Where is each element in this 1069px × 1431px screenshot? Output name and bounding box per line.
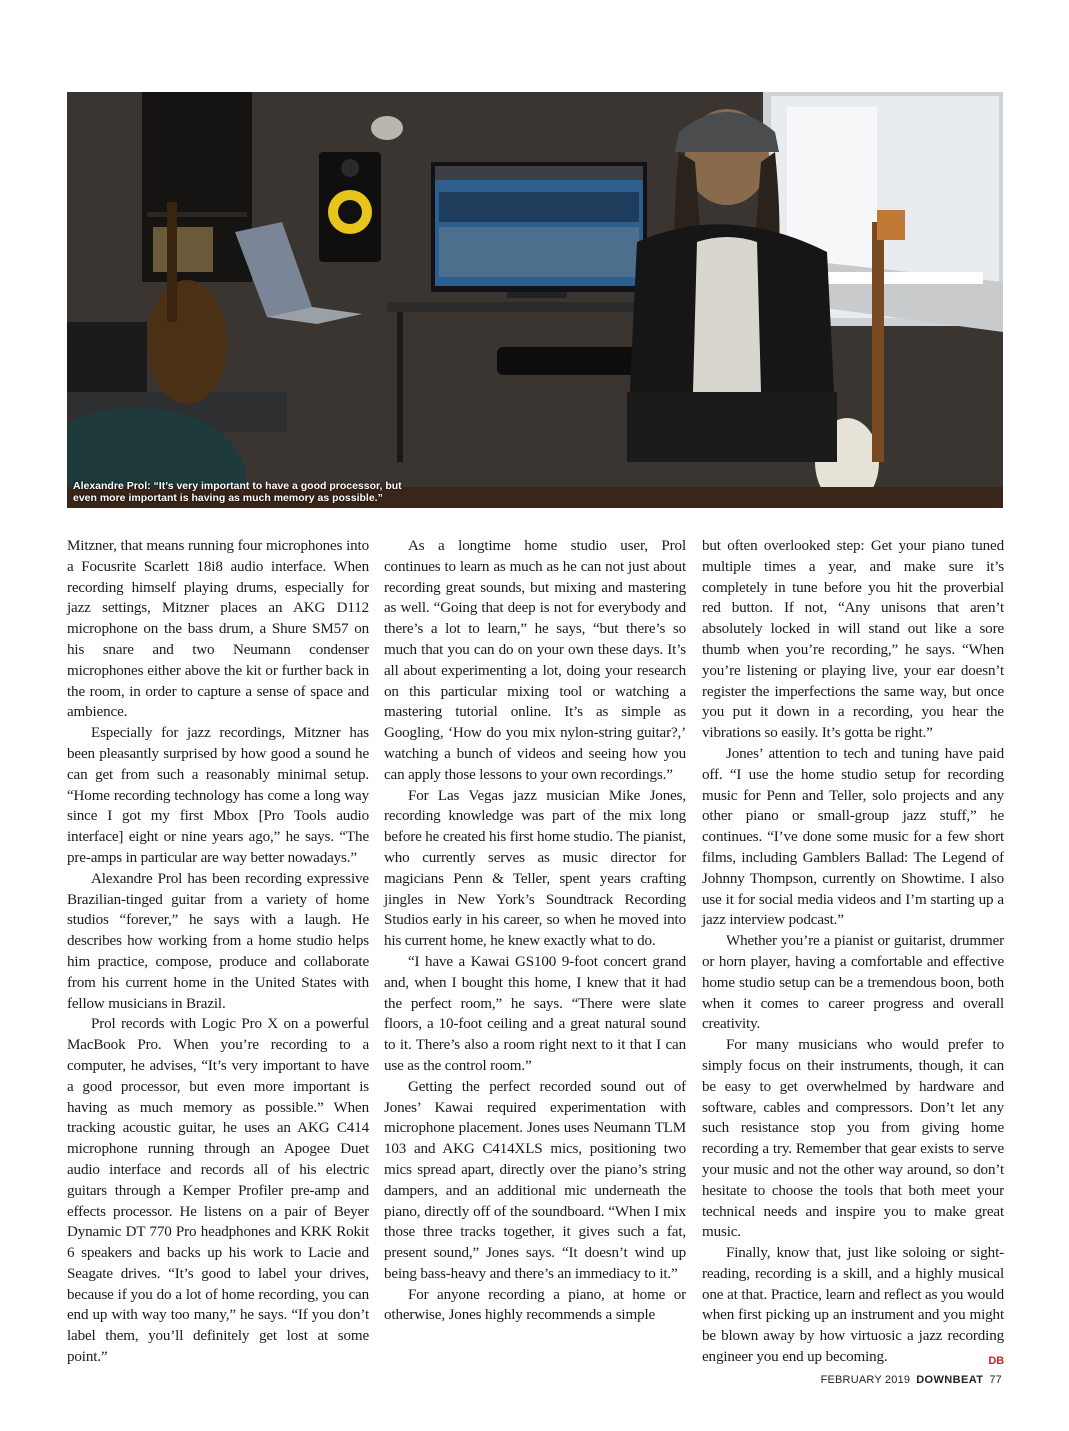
page-footer	[821, 1374, 1002, 1386]
paragraph: Whether you’re a pianist or guitarist, drummer or horn player, having a comfortable and effective home studio setup can be a tremendous boon, both when it comes to career progress and overall creativity.	[702, 933, 1004, 1033]
studio-photo-illustration	[67, 92, 1003, 508]
photo-caption	[73, 481, 493, 504]
issue-date: FEBRUARY 2019	[820, 1374, 911, 1386]
paragraph: As a longtime home studio user, Prol continues to learn as much as he can not just about recording great sounds, but mixing and mastering as well. “Going that deep is not for everybody and there’s a lot to learn,” he says, “but there’s so much that you can do on your own these days. It’s all about experimenting a lot, doing your research on this particular mixing tool or watching a mastering tutorial online. It’s as simple as Googling, ‘How do you mix nylon-string guitar?,’ watching a bunch of videos and seeing how you can apply those lessons to your own recordings.”	[384, 538, 686, 783]
end-mark: DB	[988, 1355, 1004, 1368]
paragraph	[702, 1243, 1004, 1368]
magazine-name: DOWNBEAT	[916, 1374, 984, 1386]
studio-photo	[67, 92, 1003, 508]
article-column-2	[384, 536, 686, 1326]
paragraph: but often overlooked step: Get your piano tuned multiple times a year, and make sure it’s completely in tune before you hit the proverbial red button. If not, “Any unisons that aren’t absolutely locked in will stand out like a sore thumb when you’re recording,” he says. “When you’re listening or playing live, your ear doesn’t register the imperfections the same way, but once you put it down in a recording, you hear the vibrations so easily. It’s gotta be right.”	[702, 538, 1004, 742]
paragraph: “I have a Kawai GS100 9-foot concert grand and, when I bought this home, I knew that it had the perfect room,” he says. “There were slate floors, a 10-foot ceiling and a great natural sound to it. There’s also a room right next to it that I can use as the control room.”	[384, 953, 686, 1074]
paragraph: Mitzner, that means running four microphones into a Focusrite Scarlett 18i8 audio interface. When recording himself playing drums, especially for jazz settings, Mitzner places an AKG D112 microphone on the bass drum, a Shure SM57 on his snare and two Neumann condenser microphones either above the kit or further back in the room, in order to capture a sense of space and ambience.	[67, 538, 369, 721]
paragraph: Getting the perfect recorded sound out of Jones’ Kawai required experimentation with microphone placement. Jones uses Neumann TLM 103 and AKG C414XLS mics, positioning two mics spread apart, directly over the piano’s string dampers, and an additional mic underneath the piano, directly off of the soundboard. “When I mix those three tracks together, it gives such a fat, present sound,” Jones says. “It doesn’t wind up being bass-heavy and there’s an immediacy to it.”	[384, 1078, 686, 1282]
paragraph: Prol records with Logic Pro X on a powerful MacBook Pro. When you’re recording to a computer, he advises, “It’s very important to have a good processor, but even more important is having as much memory as possible.” When tracking acoustic guitar, he uses an AKG C414 microphone running through an Apogee Duet audio interface and records all of his electric guitars through a Kemper Profiler pre-amp and effects processor. He listens on a pair of Beyer Dynamic DT 770 Pro headphones and KRK Rokit 6 speakers and backs up his work to Lacie and Seagate drives. “It’s good to label your drives, because if you do a lot of home recording, you can end up with way too many,” he says. “If you don’t label them, you’ll definitely get lost at some point.”	[67, 1016, 369, 1366]
caption-line-1: Alexandre Prol: “It’s very important to have a good processor, but	[73, 480, 402, 492]
closing-paragraph-text: Finally, know that, just like soloing or sight-reading, recording is a skill, and a highly musical one at that. Practice, learn and reflect as you would when first picking up an instrument and you might be blown away by how virtuosic a jazz recording engineer you end up becoming.	[702, 1245, 1004, 1366]
paragraph: For anyone recording a piano, at home or otherwise, Jones highly recommends a simple	[384, 1286, 686, 1324]
article-column-3	[702, 536, 1004, 1372]
article-column-1	[67, 536, 369, 1368]
paragraph: For many musicians who would prefer to simply focus on their instruments, though, it can be easy to get overwhelmed by hardware and software, cables and compressors. Don’t let any such resistance stop you from giving home recording a try. Remember that gear exists to serve your music and not the other way around, so don’t hesitate to choose the tools that both meet your technical needs and inspire you to make great music.	[702, 1037, 1004, 1241]
paragraph: For Las Vegas jazz musician Mike Jones, recording knowledge was part of the mix long before he created his first home studio. The pianist, who currently serves as music director for magicians Penn & Teller, spent years crafting jingles in New York’s Soundtrack Recording Studios early in his career, so when he moved into his current home, he knew exactly what to do.	[384, 787, 686, 950]
caption-line-2: even more important is having as much memory as possible.”	[73, 491, 383, 504]
paragraph: Alexandre Prol has been recording expressive Brazilian-tinged guitar from a variety of home studios “forever,” he says with a laugh. He describes how working from a home studio helps him practice, compose, produce and collaborate from his current home in the United States with fellow musicians in Brazil.	[67, 870, 369, 1012]
paragraph: Especially for jazz recordings, Mitzner has been pleasantly surprised by how good a sound he can get from such a reasonably minimal setup. “Home recording technology has come a long way since I got my first Mbox [Pro Tools audio interface] eight or nine years ago,” he says. “The pre-amps in particular are way better nowadays.”	[67, 725, 369, 866]
page-number: 77	[989, 1374, 1002, 1386]
paragraph: Jones’ attention to tech and tuning have paid off. “I use the home studio setup for recording music for Penn and Teller, solo projects and any other piano or small-group jazz stuff,” he continues. “I’ve done some music for a few short films, including Gamblers Ballad: The Legend of Johnny Thompson, currently on Showtime. I also use it for social media videos and I’m starting up a jazz interview podcast.”	[702, 745, 1004, 929]
